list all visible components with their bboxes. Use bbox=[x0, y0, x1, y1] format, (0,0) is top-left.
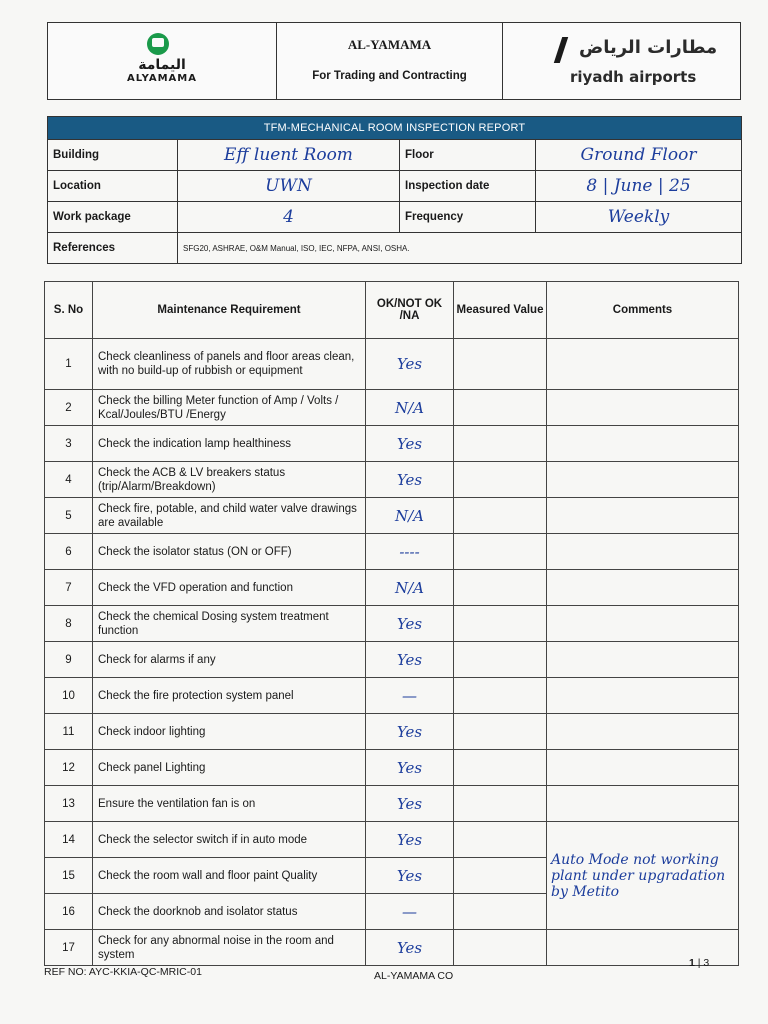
row-measured-value bbox=[454, 930, 547, 966]
row-status: Yes bbox=[366, 750, 454, 786]
alyamama-logo-arabic: اليمامة bbox=[138, 57, 186, 73]
row-status: Yes bbox=[366, 462, 454, 498]
row-measured-value bbox=[454, 714, 547, 750]
row-status: — bbox=[366, 894, 454, 930]
header-sno: S. No bbox=[45, 282, 93, 339]
row-number: 17 bbox=[45, 930, 93, 966]
row-number: 1 bbox=[45, 339, 93, 390]
company-subtitle: For Trading and Contracting bbox=[312, 70, 467, 82]
row-comment bbox=[547, 606, 739, 642]
row-requirement: Check the indication lamp healthiness bbox=[93, 426, 366, 462]
row-requirement: Check panel Lighting bbox=[93, 750, 366, 786]
row-requirement: Check the ACB & LV breakers status (trip/Alarm/Breakdown) bbox=[93, 462, 366, 498]
table-row bbox=[45, 678, 739, 714]
row-status: ---- bbox=[366, 534, 454, 570]
building-label: Building bbox=[48, 140, 178, 171]
comment-line: Auto Mode not working bbox=[551, 851, 719, 868]
table-row bbox=[45, 534, 739, 570]
table-row bbox=[45, 606, 739, 642]
report-title: TFM-MECHANICAL ROOM INSPECTION REPORT bbox=[48, 117, 742, 140]
row-requirement: Check the isolator status (ON or OFF) bbox=[93, 534, 366, 570]
row-number: 10 bbox=[45, 678, 93, 714]
row-measured-value bbox=[454, 786, 547, 822]
header-requirement: Maintenance Requirement bbox=[93, 282, 366, 339]
page-current: 1 bbox=[689, 957, 695, 969]
row-measured-value bbox=[454, 750, 547, 786]
table-row bbox=[45, 462, 739, 498]
row-status: Yes bbox=[366, 822, 454, 858]
row-comment bbox=[547, 786, 739, 822]
page-number: 1 | 3 bbox=[689, 957, 710, 969]
row-number: 16 bbox=[45, 894, 93, 930]
riyadh-airports-logo-cell bbox=[503, 23, 740, 99]
row-requirement: Check for alarms if any bbox=[93, 642, 366, 678]
row-measured-value bbox=[454, 462, 547, 498]
row-status: Yes bbox=[366, 930, 454, 966]
row-requirement: Ensure the ventilation fan is on bbox=[93, 786, 366, 822]
row-comment bbox=[547, 339, 739, 390]
header-status: OK/NOT OK /NA bbox=[366, 282, 454, 339]
row-status: — bbox=[366, 678, 454, 714]
row-requirement: Check cleanliness of panels and floor areas clean, with no build-up of rubbish or equipment bbox=[93, 339, 366, 390]
row-number: 13 bbox=[45, 786, 93, 822]
riyadh-airports-arabic: مطارات الرياض bbox=[579, 37, 718, 58]
row-comment bbox=[547, 714, 739, 750]
table-row bbox=[45, 390, 739, 426]
row-number: 12 bbox=[45, 750, 93, 786]
references-value: SFG20, ASHRAE, O&M Manual, ISO, IEC, NFPA, ANSI, OSHA. bbox=[178, 233, 742, 264]
building-value: Eff luent Room bbox=[178, 140, 400, 171]
inspection-checklist-table bbox=[44, 281, 739, 966]
table-row bbox=[45, 750, 739, 786]
references-label: References bbox=[48, 233, 178, 264]
row-status: N/A bbox=[366, 390, 454, 426]
row-number: 3 bbox=[45, 426, 93, 462]
row-requirement: Check the chemical Dosing system treatment function bbox=[93, 606, 366, 642]
alyamama-logo-icon bbox=[147, 33, 169, 55]
row-status: Yes bbox=[366, 858, 454, 894]
row-number: 9 bbox=[45, 642, 93, 678]
row-status: Yes bbox=[366, 786, 454, 822]
inspection-date-value: 8 | June | 25 bbox=[536, 171, 742, 202]
row-measured-value bbox=[454, 390, 547, 426]
floor-label: Floor bbox=[400, 140, 536, 171]
row-measured-value bbox=[454, 534, 547, 570]
row-comment bbox=[547, 642, 739, 678]
row-status: N/A bbox=[366, 498, 454, 534]
header-measured-value: Measured Value bbox=[454, 282, 547, 339]
table-row bbox=[45, 570, 739, 606]
row-measured-value bbox=[454, 498, 547, 534]
row-measured-value bbox=[454, 894, 547, 930]
comment-line: plant under upgradation bbox=[551, 867, 726, 884]
row-comment bbox=[547, 390, 739, 426]
work-package-value: 4 bbox=[178, 202, 400, 233]
row-requirement: Check indoor lighting bbox=[93, 714, 366, 750]
row-status: Yes bbox=[366, 642, 454, 678]
row-number: 11 bbox=[45, 714, 93, 750]
work-package-label: Work package bbox=[48, 202, 178, 233]
row-number: 8 bbox=[45, 606, 93, 642]
row-requirement: Check the doorknob and isolator status bbox=[93, 894, 366, 930]
frequency-value: Weekly bbox=[536, 202, 742, 233]
table-row bbox=[45, 930, 739, 966]
table-row bbox=[45, 426, 739, 462]
row-requirement: Check the selector switch if in auto mode bbox=[93, 822, 366, 858]
row-comment bbox=[547, 750, 739, 786]
row-requirement: Check the fire protection system panel bbox=[93, 678, 366, 714]
row-comment bbox=[547, 822, 739, 930]
row-status: Yes bbox=[366, 426, 454, 462]
comment-line: by Metito bbox=[551, 883, 620, 900]
row-measured-value bbox=[454, 858, 547, 894]
row-number: 4 bbox=[45, 462, 93, 498]
row-number: 2 bbox=[45, 390, 93, 426]
floor-value: Ground Floor bbox=[536, 140, 742, 171]
row-requirement: Check the billing Meter function of Amp / Volts / Kcal/Joules/BTU /Energy bbox=[93, 390, 366, 426]
row-number: 15 bbox=[45, 858, 93, 894]
company-cell bbox=[277, 23, 503, 99]
row-comment bbox=[547, 570, 739, 606]
table-row bbox=[45, 786, 739, 822]
inspection-date-label: Inspection date bbox=[400, 171, 536, 202]
table-row bbox=[45, 714, 739, 750]
row-comment bbox=[547, 426, 739, 462]
table-row bbox=[45, 339, 739, 390]
riyadh-airports-latin: riyadh airports bbox=[570, 68, 697, 86]
row-measured-value bbox=[454, 822, 547, 858]
table-row bbox=[45, 822, 739, 858]
location-label: Location bbox=[48, 171, 178, 202]
row-comment bbox=[547, 498, 739, 534]
company-title: AL-YAMAMA bbox=[347, 37, 432, 52]
row-comment bbox=[547, 678, 739, 714]
row-status: Yes bbox=[366, 339, 454, 390]
row-comment bbox=[547, 462, 739, 498]
row-measured-value bbox=[454, 570, 547, 606]
row-number: 14 bbox=[45, 822, 93, 858]
row-measured-value bbox=[454, 426, 547, 462]
report-info-table bbox=[47, 116, 742, 264]
row-measured-value bbox=[454, 678, 547, 714]
page-total: 3 bbox=[703, 957, 710, 969]
row-measured-value bbox=[454, 642, 547, 678]
frequency-label: Frequency bbox=[400, 202, 536, 233]
row-status: Yes bbox=[366, 606, 454, 642]
row-status: Yes bbox=[366, 714, 454, 750]
row-requirement: Check for any abnormal noise in the room and system bbox=[93, 930, 366, 966]
footer-ref-number: REF NO: AYC-KKIA-QC-MRIC-01 bbox=[44, 966, 202, 978]
riyadh-airports-mark-icon bbox=[554, 37, 568, 63]
table-row bbox=[45, 642, 739, 678]
row-status: N/A bbox=[366, 570, 454, 606]
row-comment bbox=[547, 534, 739, 570]
alyamama-logo-cell bbox=[48, 23, 277, 99]
alyamama-logo-latin: ALYAMAMA bbox=[127, 73, 197, 84]
document-header bbox=[47, 22, 741, 100]
table-row bbox=[45, 498, 739, 534]
footer-company: AL-YAMAMA CO bbox=[374, 970, 454, 982]
row-number: 5 bbox=[45, 498, 93, 534]
header-comments: Comments bbox=[547, 282, 739, 339]
row-requirement: Check the VFD operation and function bbox=[93, 570, 366, 606]
row-measured-value bbox=[454, 606, 547, 642]
row-number: 6 bbox=[45, 534, 93, 570]
location-value: UWN bbox=[178, 171, 400, 202]
row-number: 7 bbox=[45, 570, 93, 606]
row-requirement: Check fire, potable, and child water valve drawings are available bbox=[93, 498, 366, 534]
row-requirement: Check the room wall and floor paint Quality bbox=[93, 858, 366, 894]
row-measured-value bbox=[454, 339, 547, 390]
row-comment bbox=[547, 930, 739, 966]
